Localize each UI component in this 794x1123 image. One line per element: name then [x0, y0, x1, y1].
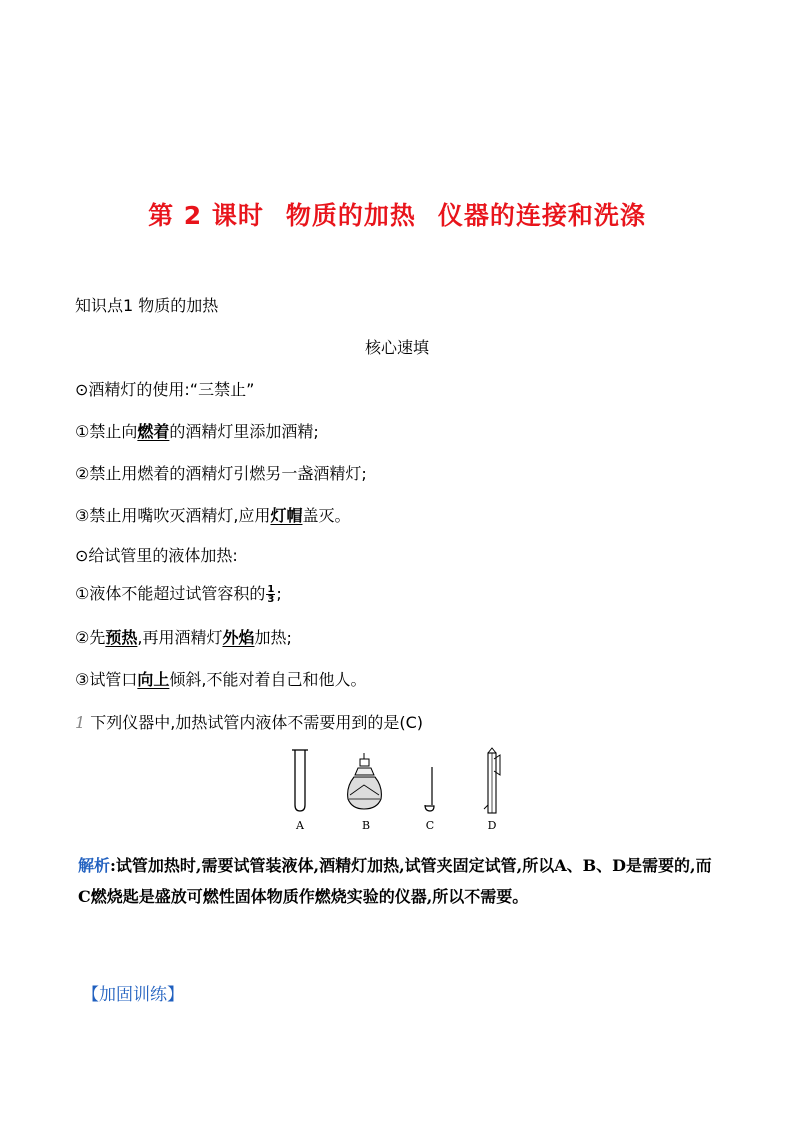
title-topic-2: 仪器的连接和洗涤 — [437, 201, 646, 230]
lamp-rule-2: ②禁止用燃着的酒精灯引燃另一盏酒精灯; — [75, 464, 367, 483]
lamp-rule-3: ③禁止用嘴吹灭酒精灯,应用灯帽盖灭。 — [75, 506, 351, 525]
tube-rule-3: ③试管口向上倾斜,不能对着自己和他人。 — [75, 670, 367, 689]
test-tube-holder-icon — [484, 748, 500, 813]
analysis-text: :试管加热时,需要试管装液体,酒精灯加热,试管夹固定试管,所以A、B、D是需要的,而C燃烧匙是盛放可燃性固体物质作燃烧实验的仪器,所以不需要。 — [78, 856, 712, 906]
reinforce-heading: 【加固训练】 — [82, 985, 184, 1005]
section-subhead: 核心速填 — [364, 338, 429, 357]
option-label-a: A — [296, 819, 304, 832]
answer-blank: 燃着 — [137, 422, 170, 441]
answer-blank: 预热 — [105, 628, 138, 647]
tube-heading: ⊙给试管里的液体加热: — [75, 546, 238, 565]
fraction: $\frac{1}{3}$ — [267, 584, 275, 605]
combustion-spoon-icon — [425, 767, 434, 811]
title-lesson: 第 2 课时 — [148, 201, 264, 230]
answer-blank: 灯帽 — [270, 506, 303, 525]
alcohol-lamp-icon — [348, 753, 382, 809]
option-label-b: B — [361, 819, 371, 832]
answer-blank: 外焰 — [222, 628, 255, 647]
lamp-rule-1: ①禁止向燃着的酒精灯里添加酒精; — [75, 422, 319, 441]
tube-rule-1: ①液体不能超过试管容积的 $\frac{1}{3}$ ; — [75, 584, 282, 605]
page-title — [0, 196, 794, 232]
option-label-c: C — [425, 819, 435, 832]
lamp-heading: ⊙酒精灯的使用:“三禁止” — [75, 380, 255, 399]
question-1 — [75, 712, 423, 734]
answer-blank: 向上 — [137, 670, 170, 689]
question-number: 1 — [75, 713, 86, 732]
test-tube-icon — [292, 750, 308, 811]
title-topic-1: 物质的加热 — [285, 201, 416, 230]
apparatus-figure — [270, 745, 520, 835]
question-text: 下列仪器中,加热试管内液体不需要用到的是(C) — [90, 713, 424, 732]
analysis-label: 解析 — [78, 856, 111, 875]
analysis-paragraph — [78, 850, 718, 912]
option-label-d: D — [487, 819, 497, 832]
knowledge-point-heading: 知识点1 物质的加热 — [75, 296, 219, 315]
tube-rule-2: ②先预热,再用酒精灯外焰加热; — [75, 628, 292, 647]
